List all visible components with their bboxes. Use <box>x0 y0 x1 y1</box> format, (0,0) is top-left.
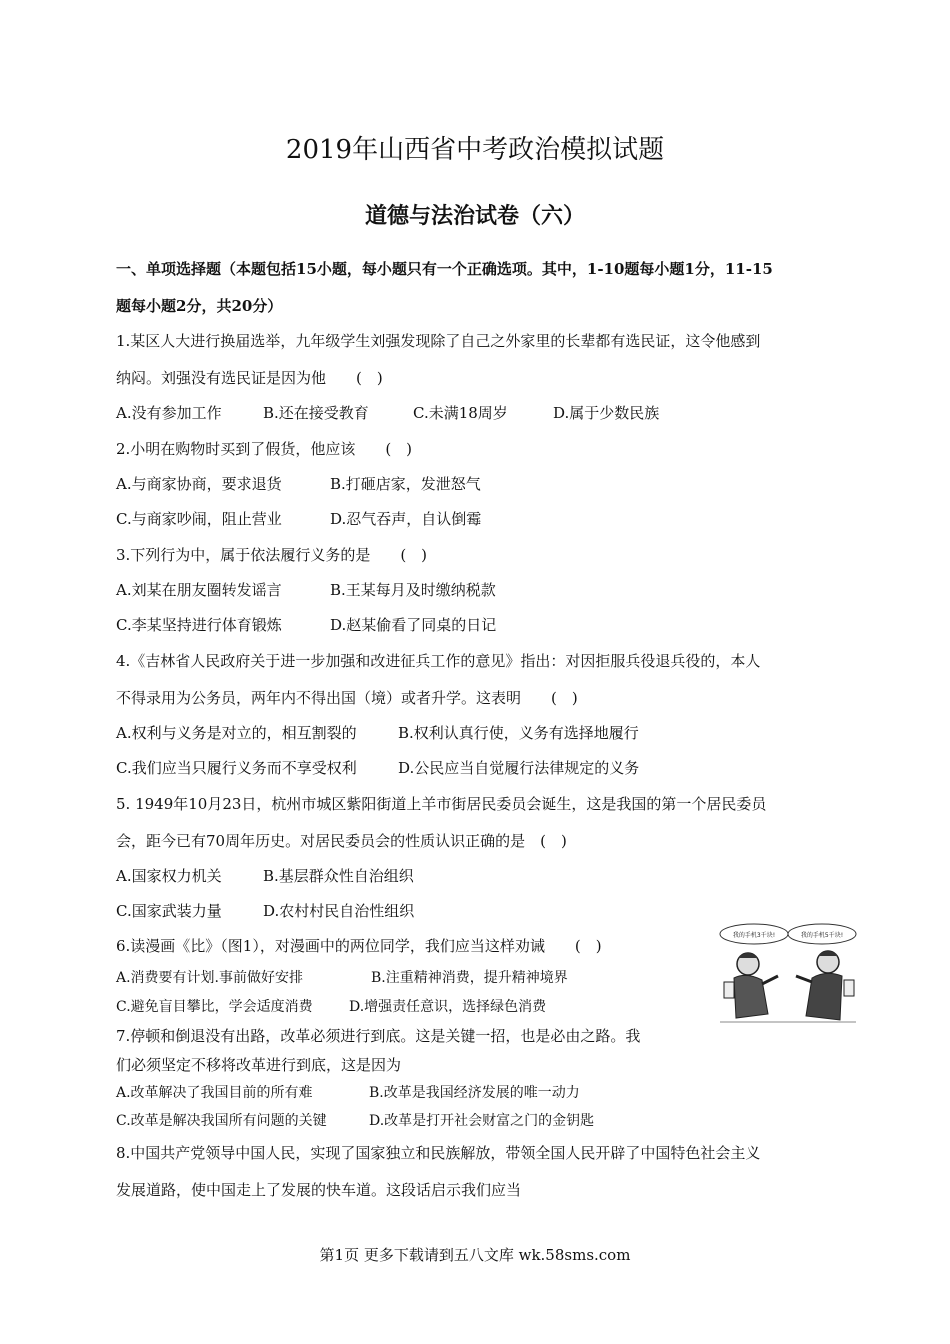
question-2-options-row2 <box>116 509 481 529</box>
option-d: D.赵某偷看了同桌的日记 <box>330 616 497 634</box>
bubble-left-text: 我的手机3千块! <box>732 932 776 939</box>
question-2-stem: 2.小明在购物时买到了假货，他应该 ( ) <box>116 440 413 458</box>
section-heading-line2: 题每小题2分，共20分） <box>116 297 283 315</box>
question-6-options-row2 <box>116 997 546 1017</box>
question-3-stem: 3.下列行为中，属于依法履行义务的是 ( ) <box>116 546 428 564</box>
option-a: A.刘某在朋友圈转发谣言 <box>116 581 282 599</box>
page-subtitle: 道德与法治试卷（六） <box>364 203 585 229</box>
question-4-line1: 4.《吉林省人民政府关于进一步加强和改进征兵工作的意见》指出：对因拒服兵役退兵役的，本人 <box>116 652 761 670</box>
question-6-stem: 6.读漫画《比》（图1），对漫画中的两位同学，我们应当这样劝诫 ( ) <box>116 937 602 955</box>
option-d: D.农村村民自治性组织 <box>263 902 415 920</box>
question-4-line2: 不得录用为公务员，两年内不得出国（境）或者升学。这表明 ( ) <box>116 689 578 707</box>
option-a: A.国家权力机关 <box>116 867 222 885</box>
option-d: D.公民应当自觉履行法律规定的义务 <box>398 759 640 777</box>
section-heading-line1: 一、单项选择题（本题包括15小题，每小题只有一个正确选项。其中，1-10题每小题1分，11-15 <box>116 260 773 278</box>
question-1-line1: 1.某区人大进行换届选举，九年级学生刘强发现除了自己之外家里的长辈都有选民证，这令他感到 <box>116 332 761 350</box>
option-a: A.与商家协商，要求退货 <box>116 475 282 493</box>
question-5-line1: 5. 1949年10月23日，杭州市城区紫阳街道上羊市街居民委员会诞生，这是我国的第一个居民委员 <box>116 795 767 813</box>
question-7-options-row1 <box>116 1083 580 1103</box>
page-footer: 第1页 更多下载请到五八文库 wk.58sms.com <box>319 1246 631 1264</box>
speech-bubble-right <box>788 924 856 944</box>
question-8-line2: 发展道路，使中国走上了发展的快车道。这段话启示我们应当 <box>116 1181 522 1199</box>
option-c: C.李某坚持进行体育锻炼 <box>116 616 282 634</box>
option-b: B.改革是我国经济发展的唯一动力 <box>369 1085 580 1101</box>
option-c: C.未满18周岁 <box>413 404 508 422</box>
question-3-options-row1 <box>116 580 496 600</box>
option-a: A.消费要有计划.事前做好安排 <box>116 970 304 986</box>
option-b: B.王某每月及时缴纳税款 <box>330 581 496 599</box>
option-c: C.国家武装力量 <box>116 902 222 920</box>
question-6-options-row1 <box>116 968 568 988</box>
question-7-line1: 7.停顿和倒退没有出路，改革必须进行到底。这是关键一招，也是必由之路。我 <box>116 1027 641 1045</box>
option-a: A.改革解决了我国目前的所有难 <box>116 1085 313 1101</box>
option-b: B.基层群众性自治组织 <box>263 867 414 885</box>
option-d: D.增强责任意识，选择绿色消费 <box>349 999 547 1015</box>
question-5-options-row1 <box>116 866 414 886</box>
option-d: D.属于少数民族 <box>553 404 660 422</box>
option-c: C.改革是解决我国所有问题的关键 <box>116 1113 327 1129</box>
bubble-right-text: 我的手机5千块! <box>800 932 844 939</box>
question-4-options-row1 <box>116 723 639 743</box>
option-c: C.与商家吵闹，阻止营业 <box>116 510 282 528</box>
option-d: D.改革是打开社会财富之门的金钥匙 <box>369 1113 595 1129</box>
question-1-line2: 纳闷。刘强没有选民证是因为他 ( ) <box>116 369 383 387</box>
option-b: B.还在接受教育 <box>263 404 369 422</box>
cartoon-image <box>716 918 860 1026</box>
option-c: C.避免盲目攀比，学会适度消费 <box>116 999 313 1015</box>
question-2-options-row1 <box>116 474 481 494</box>
page-title: 2019年山西省中考政治模拟试题 <box>285 135 665 165</box>
option-b: B.权利认真行使，义务有选择地履行 <box>398 724 639 742</box>
question-7-line2: 们必须坚定不移将改革进行到底，这是因为 <box>116 1056 402 1074</box>
question-4-options-row2 <box>116 758 639 778</box>
speech-bubble-left <box>720 924 788 944</box>
question-1-options <box>116 403 659 423</box>
question-8-line1: 8.中国共产党领导中国人民，实现了国家独立和民族解放，带领全国人民开辟了中国特色社会主义 <box>116 1144 761 1162</box>
question-3-options-row2 <box>116 615 496 635</box>
question-5-options-row2 <box>116 901 414 921</box>
option-b: B.注重精神消费，提升精神境界 <box>371 970 568 986</box>
option-a: A.没有参加工作 <box>116 404 222 422</box>
student-left-figure <box>724 953 778 1018</box>
question-7-options-row2 <box>116 1111 594 1131</box>
option-a: A.权利与义务是对立的，相互割裂的 <box>116 724 357 742</box>
option-b: B.打砸店家，发泄怒气 <box>330 475 481 493</box>
option-c: C.我们应当只履行义务而不享受权利 <box>116 759 357 777</box>
question-5-line2: 会，距今已有70周年历史。对居民委员会的性质认识正确的是 ( ) <box>116 832 567 850</box>
option-d: D.忍气吞声，自认倒霉 <box>330 510 482 528</box>
student-right-figure <box>796 951 854 1020</box>
